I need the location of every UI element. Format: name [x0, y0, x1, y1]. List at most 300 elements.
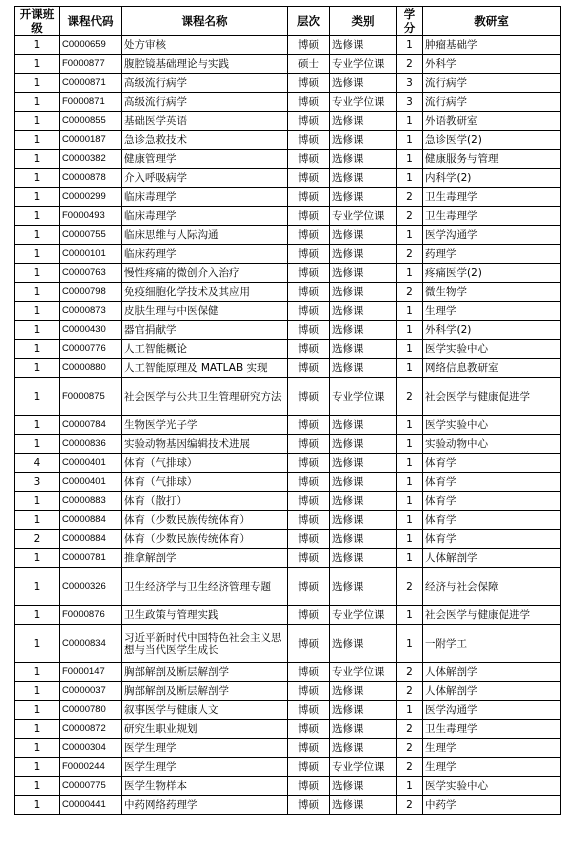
- cell-department: 体育学: [423, 473, 561, 492]
- cell-credit: 1: [397, 416, 423, 435]
- cell-course-code: C0000834: [60, 625, 122, 663]
- cell-credit: 2: [397, 796, 423, 815]
- table-row: [15, 245, 561, 264]
- cell-credit: 1: [397, 492, 423, 511]
- table-row: [15, 530, 561, 549]
- cell-class: 1: [15, 511, 60, 530]
- cell-course-name: 免疫细胞化学技术及其应用: [122, 283, 288, 302]
- cell-credit: 2: [397, 758, 423, 777]
- cell-class: 1: [15, 188, 60, 207]
- cell-type: 选修课: [330, 492, 397, 511]
- cell-course-name: 医学生物样本: [122, 777, 288, 796]
- cell-course-code: C0000878: [60, 169, 122, 188]
- cell-department: 微生物学: [423, 283, 561, 302]
- cell-department: 社会医学与健康促进学: [423, 378, 561, 416]
- cell-course-code: C0000326: [60, 568, 122, 606]
- cell-course-name: 实验动物基因编辑技术进展: [122, 435, 288, 454]
- cell-type: 选修课: [330, 36, 397, 55]
- cell-course-code: F0000244: [60, 758, 122, 777]
- header-type: 类别: [330, 7, 397, 36]
- cell-class: 1: [15, 777, 60, 796]
- cell-credit: 2: [397, 188, 423, 207]
- cell-credit: 2: [397, 283, 423, 302]
- cell-type: 专业学位课: [330, 93, 397, 112]
- cell-level: 博硕: [288, 302, 330, 321]
- cell-class: 3: [15, 473, 60, 492]
- cell-type: 选修课: [330, 454, 397, 473]
- cell-class: 1: [15, 549, 60, 568]
- cell-course-name: 急诊急救技术: [122, 131, 288, 150]
- cell-course-code: C0000304: [60, 739, 122, 758]
- cell-course-code: F0000876: [60, 606, 122, 625]
- cell-credit: 1: [397, 150, 423, 169]
- cell-course-name: 习近平新时代中国特色社会主义思想与当代医学生成长: [122, 625, 288, 663]
- cell-course-name: 体育（气排球）: [122, 473, 288, 492]
- cell-course-name: 基础医学英语: [122, 112, 288, 131]
- table-row: [15, 492, 561, 511]
- cell-department: 肿瘤基础学: [423, 36, 561, 55]
- cell-course-code: C0000784: [60, 416, 122, 435]
- cell-department: 医学实验中心: [423, 416, 561, 435]
- table-row: [15, 473, 561, 492]
- cell-course-code: C0000781: [60, 549, 122, 568]
- cell-credit: 1: [397, 606, 423, 625]
- cell-class: 1: [15, 55, 60, 74]
- cell-course-name: 胸部解剖及断层解剖学: [122, 682, 288, 701]
- cell-type: 选修课: [330, 226, 397, 245]
- cell-type: 选修课: [330, 720, 397, 739]
- cell-course-name: 体育（气排球）: [122, 454, 288, 473]
- cell-class: 1: [15, 758, 60, 777]
- cell-class: 1: [15, 663, 60, 682]
- cell-course-name: 临床毒理学: [122, 188, 288, 207]
- cell-course-code: C0000871: [60, 74, 122, 93]
- cell-level: 博硕: [288, 188, 330, 207]
- cell-type: 选修课: [330, 283, 397, 302]
- cell-course-code: C0000836: [60, 435, 122, 454]
- cell-class: 1: [15, 283, 60, 302]
- cell-class: 4: [15, 454, 60, 473]
- cell-department: 人体解剖学: [423, 663, 561, 682]
- cell-course-code: F0000877: [60, 55, 122, 74]
- cell-class: 1: [15, 340, 60, 359]
- cell-credit: 1: [397, 454, 423, 473]
- cell-credit: 1: [397, 340, 423, 359]
- cell-level: 博硕: [288, 93, 330, 112]
- cell-course-name: 中药网络药理学: [122, 796, 288, 815]
- header-code: 课程代码: [60, 7, 122, 36]
- cell-level: 博硕: [288, 74, 330, 93]
- cell-level: 博硕: [288, 530, 330, 549]
- cell-level: 博硕: [288, 416, 330, 435]
- cell-class: 2: [15, 530, 60, 549]
- cell-class: 1: [15, 169, 60, 188]
- cell-department: 生理学: [423, 758, 561, 777]
- cell-level: 博硕: [288, 511, 330, 530]
- cell-class: 1: [15, 131, 60, 150]
- cell-class: 1: [15, 625, 60, 663]
- cell-course-code: C0000430: [60, 321, 122, 340]
- cell-department: 外科学: [423, 55, 561, 74]
- cell-course-name: 临床毒理学: [122, 207, 288, 226]
- header-row: [15, 7, 561, 36]
- table-row: [15, 511, 561, 530]
- cell-type: 专业学位课: [330, 378, 397, 416]
- table-row: [15, 549, 561, 568]
- header-level: 层次: [288, 7, 330, 36]
- cell-department: 急诊医学(2): [423, 131, 561, 150]
- table-row: [15, 568, 561, 606]
- cell-department: 卫生毒理学: [423, 188, 561, 207]
- cell-course-name: 体育（少数民族传统体育）: [122, 530, 288, 549]
- cell-type: 选修课: [330, 131, 397, 150]
- cell-credit: 1: [397, 112, 423, 131]
- cell-department: 中药学: [423, 796, 561, 815]
- cell-credit: 1: [397, 549, 423, 568]
- cell-type: 选修课: [330, 302, 397, 321]
- cell-level: 博硕: [288, 112, 330, 131]
- cell-level: 博硕: [288, 150, 330, 169]
- cell-level: 博硕: [288, 568, 330, 606]
- cell-level: 博硕: [288, 663, 330, 682]
- cell-credit: 2: [397, 55, 423, 74]
- cell-type: 选修课: [330, 112, 397, 131]
- table-row: [15, 454, 561, 473]
- table-row: [15, 112, 561, 131]
- cell-department: 体育学: [423, 530, 561, 549]
- cell-class: 1: [15, 492, 60, 511]
- cell-credit: 3: [397, 74, 423, 93]
- cell-department: 医学沟通学: [423, 226, 561, 245]
- cell-credit: 1: [397, 131, 423, 150]
- cell-course-name: 临床思维与人际沟通: [122, 226, 288, 245]
- cell-department: 卫生毒理学: [423, 207, 561, 226]
- cell-course-code: C0000884: [60, 530, 122, 549]
- cell-class: 1: [15, 93, 60, 112]
- cell-course-code: C0000776: [60, 340, 122, 359]
- cell-course-code: C0000101: [60, 245, 122, 264]
- cell-department: 流行病学: [423, 93, 561, 112]
- cell-level: 博硕: [288, 36, 330, 55]
- cell-course-name: 体育（少数民族传统体育）: [122, 511, 288, 530]
- cell-department: 内科学(2): [423, 169, 561, 188]
- cell-type: 选修课: [330, 473, 397, 492]
- cell-course-code: F0000875: [60, 378, 122, 416]
- cell-level: 博硕: [288, 283, 330, 302]
- cell-course-name: 人工智能概论: [122, 340, 288, 359]
- cell-level: 博硕: [288, 454, 330, 473]
- cell-class: 1: [15, 264, 60, 283]
- cell-credit: 3: [397, 93, 423, 112]
- cell-course-name: 介入呼吸病学: [122, 169, 288, 188]
- header-class: 开课班级: [15, 7, 60, 36]
- cell-class: 1: [15, 435, 60, 454]
- cell-department: 人体解剖学: [423, 682, 561, 701]
- table-row: [15, 74, 561, 93]
- table-row: [15, 359, 561, 378]
- cell-course-name: 高级流行病学: [122, 74, 288, 93]
- course-table: [14, 6, 561, 815]
- cell-level: 博硕: [288, 435, 330, 454]
- cell-course-code: C0000883: [60, 492, 122, 511]
- cell-level: 博硕: [288, 739, 330, 758]
- cell-type: 选修课: [330, 530, 397, 549]
- cell-department: 体育学: [423, 511, 561, 530]
- cell-type: 选修课: [330, 359, 397, 378]
- table-row: [15, 625, 561, 663]
- table-row: [15, 435, 561, 454]
- table-row: [15, 36, 561, 55]
- cell-type: 选修课: [330, 188, 397, 207]
- cell-course-code: C0000855: [60, 112, 122, 131]
- cell-credit: 1: [397, 701, 423, 720]
- cell-type: 选修课: [330, 568, 397, 606]
- cell-credit: 1: [397, 777, 423, 796]
- cell-level: 博硕: [288, 378, 330, 416]
- cell-level: 博硕: [288, 321, 330, 340]
- cell-level: 博硕: [288, 777, 330, 796]
- cell-credit: 1: [397, 473, 423, 492]
- cell-level: 博硕: [288, 682, 330, 701]
- table-row: [15, 777, 561, 796]
- cell-class: 1: [15, 720, 60, 739]
- cell-course-name: 卫生经济学与卫生经济管理专题: [122, 568, 288, 606]
- header-dept: 教研室: [423, 7, 561, 36]
- header-credit: 学分: [397, 7, 423, 36]
- cell-credit: 2: [397, 245, 423, 264]
- cell-type: 专业学位课: [330, 55, 397, 74]
- cell-level: 博硕: [288, 340, 330, 359]
- cell-department: 生理学: [423, 302, 561, 321]
- cell-course-code: C0000872: [60, 720, 122, 739]
- cell-level: 博硕: [288, 492, 330, 511]
- cell-type: 选修课: [330, 321, 397, 340]
- cell-department: 人体解剖学: [423, 549, 561, 568]
- table-row: [15, 739, 561, 758]
- cell-class: 1: [15, 568, 60, 606]
- cell-credit: 1: [397, 226, 423, 245]
- cell-course-code: C0000873: [60, 302, 122, 321]
- cell-credit: 2: [397, 739, 423, 758]
- cell-credit: 2: [397, 378, 423, 416]
- table-row: [15, 701, 561, 720]
- cell-type: 选修课: [330, 340, 397, 359]
- cell-type: 选修课: [330, 416, 397, 435]
- cell-department: 实验动物中心: [423, 435, 561, 454]
- cell-department: 体育学: [423, 454, 561, 473]
- cell-class: 1: [15, 321, 60, 340]
- cell-course-code: C0000780: [60, 701, 122, 720]
- table-row: [15, 758, 561, 777]
- cell-level: 博硕: [288, 720, 330, 739]
- cell-department: 医学实验中心: [423, 777, 561, 796]
- cell-course-code: C0000798: [60, 283, 122, 302]
- course-table-container: [14, 6, 561, 815]
- cell-class: 1: [15, 112, 60, 131]
- cell-type: 专业学位课: [330, 207, 397, 226]
- cell-credit: 2: [397, 682, 423, 701]
- cell-credit: 1: [397, 264, 423, 283]
- cell-department: 疼痛医学(2): [423, 264, 561, 283]
- cell-course-code: C0000880: [60, 359, 122, 378]
- cell-class: 1: [15, 682, 60, 701]
- table-row: [15, 226, 561, 245]
- cell-level: 博硕: [288, 625, 330, 663]
- cell-class: 1: [15, 36, 60, 55]
- cell-level: 博硕: [288, 131, 330, 150]
- table-row: [15, 340, 561, 359]
- cell-course-name: 生物医学光子学: [122, 416, 288, 435]
- table-row: [15, 264, 561, 283]
- cell-course-name: 叙事医学与健康人文: [122, 701, 288, 720]
- cell-course-code: F0000871: [60, 93, 122, 112]
- cell-department: 流行病学: [423, 74, 561, 93]
- cell-type: 选修课: [330, 549, 397, 568]
- cell-course-name: 卫生政策与管理实践: [122, 606, 288, 625]
- cell-credit: 1: [397, 302, 423, 321]
- table-row: [15, 682, 561, 701]
- cell-type: 选修课: [330, 739, 397, 758]
- table-row: [15, 606, 561, 625]
- cell-level: 硕士: [288, 55, 330, 74]
- table-row: [15, 378, 561, 416]
- cell-course-code: C0000382: [60, 150, 122, 169]
- cell-level: 博硕: [288, 359, 330, 378]
- cell-type: 选修课: [330, 264, 397, 283]
- cell-credit: 2: [397, 720, 423, 739]
- cell-department: 外语教研室: [423, 112, 561, 131]
- cell-credit: 2: [397, 207, 423, 226]
- cell-type: 选修课: [330, 150, 397, 169]
- table-row: [15, 663, 561, 682]
- cell-course-code: C0000884: [60, 511, 122, 530]
- cell-course-code: C0000401: [60, 473, 122, 492]
- cell-course-code: C0000659: [60, 36, 122, 55]
- cell-class: 1: [15, 359, 60, 378]
- cell-course-code: C0000187: [60, 131, 122, 150]
- cell-department: 卫生毒理学: [423, 720, 561, 739]
- cell-type: 专业学位课: [330, 606, 397, 625]
- cell-department: 一附学工: [423, 625, 561, 663]
- table-row: [15, 207, 561, 226]
- cell-course-name: 处方审核: [122, 36, 288, 55]
- cell-type: 选修课: [330, 74, 397, 93]
- cell-course-code: C0000401: [60, 454, 122, 473]
- cell-course-code: C0000755: [60, 226, 122, 245]
- cell-type: 选修课: [330, 701, 397, 720]
- cell-course-code: C0000299: [60, 188, 122, 207]
- cell-department: 生理学: [423, 739, 561, 758]
- table-row: [15, 169, 561, 188]
- cell-course-name: 人工智能原理及 MATLAB 实现: [122, 359, 288, 378]
- cell-class: 1: [15, 245, 60, 264]
- cell-department: 经济与社会保障: [423, 568, 561, 606]
- cell-credit: 1: [397, 169, 423, 188]
- cell-level: 博硕: [288, 226, 330, 245]
- cell-class: 1: [15, 416, 60, 435]
- cell-class: 1: [15, 207, 60, 226]
- cell-credit: 1: [397, 36, 423, 55]
- cell-course-name: 社会医学与公共卫生管理研究方法: [122, 378, 288, 416]
- table-row: [15, 93, 561, 112]
- cell-type: 专业学位课: [330, 758, 397, 777]
- cell-type: 选修课: [330, 796, 397, 815]
- cell-type: 选修课: [330, 245, 397, 264]
- cell-course-code: C0000441: [60, 796, 122, 815]
- cell-level: 博硕: [288, 796, 330, 815]
- cell-credit: 1: [397, 530, 423, 549]
- cell-level: 博硕: [288, 264, 330, 283]
- table-body: [15, 36, 561, 815]
- cell-credit: 1: [397, 625, 423, 663]
- table-row: [15, 188, 561, 207]
- header-name: 课程名称: [122, 7, 288, 36]
- cell-type: 选修课: [330, 511, 397, 530]
- cell-course-name: 慢性疼痛的微创介入治疗: [122, 264, 288, 283]
- cell-level: 博硕: [288, 473, 330, 492]
- cell-level: 博硕: [288, 169, 330, 188]
- cell-department: 健康服务与管理: [423, 150, 561, 169]
- table-row: [15, 720, 561, 739]
- cell-class: 1: [15, 150, 60, 169]
- cell-class: 1: [15, 378, 60, 416]
- table-row: [15, 55, 561, 74]
- cell-course-name: 研究生职业规划: [122, 720, 288, 739]
- cell-credit: 1: [397, 321, 423, 340]
- cell-course-name: 高级流行病学: [122, 93, 288, 112]
- cell-level: 博硕: [288, 245, 330, 264]
- cell-type: 选修课: [330, 435, 397, 454]
- cell-course-name: 医学生理学: [122, 739, 288, 758]
- cell-class: 1: [15, 606, 60, 625]
- cell-type: 选修课: [330, 777, 397, 796]
- cell-course-name: 医学生理学: [122, 758, 288, 777]
- cell-level: 博硕: [288, 606, 330, 625]
- cell-credit: 2: [397, 568, 423, 606]
- cell-class: 1: [15, 226, 60, 245]
- cell-class: 1: [15, 739, 60, 758]
- cell-credit: 1: [397, 511, 423, 530]
- cell-course-name: 器官捐献学: [122, 321, 288, 340]
- cell-department: 外科学(2): [423, 321, 561, 340]
- cell-level: 博硕: [288, 207, 330, 226]
- cell-department: 医学实验中心: [423, 340, 561, 359]
- cell-department: 药理学: [423, 245, 561, 264]
- cell-course-code: C0000763: [60, 264, 122, 283]
- table-row: [15, 150, 561, 169]
- cell-course-name: 皮肤生理与中医保健: [122, 302, 288, 321]
- cell-course-name: 体育（散打）: [122, 492, 288, 511]
- cell-class: 1: [15, 796, 60, 815]
- cell-type: 选修课: [330, 169, 397, 188]
- cell-course-name: 推拿解剖学: [122, 549, 288, 568]
- cell-type: 专业学位课: [330, 663, 397, 682]
- table-row: [15, 796, 561, 815]
- cell-course-code: C0000037: [60, 682, 122, 701]
- cell-level: 博硕: [288, 549, 330, 568]
- table-row: [15, 283, 561, 302]
- cell-level: 博硕: [288, 758, 330, 777]
- cell-class: 1: [15, 701, 60, 720]
- cell-department: 医学沟通学: [423, 701, 561, 720]
- cell-department: 社会医学与健康促进学: [423, 606, 561, 625]
- cell-course-code: C0000775: [60, 777, 122, 796]
- table-row: [15, 416, 561, 435]
- cell-class: 1: [15, 74, 60, 93]
- table-row: [15, 321, 561, 340]
- cell-credit: 1: [397, 359, 423, 378]
- cell-type: 选修课: [330, 682, 397, 701]
